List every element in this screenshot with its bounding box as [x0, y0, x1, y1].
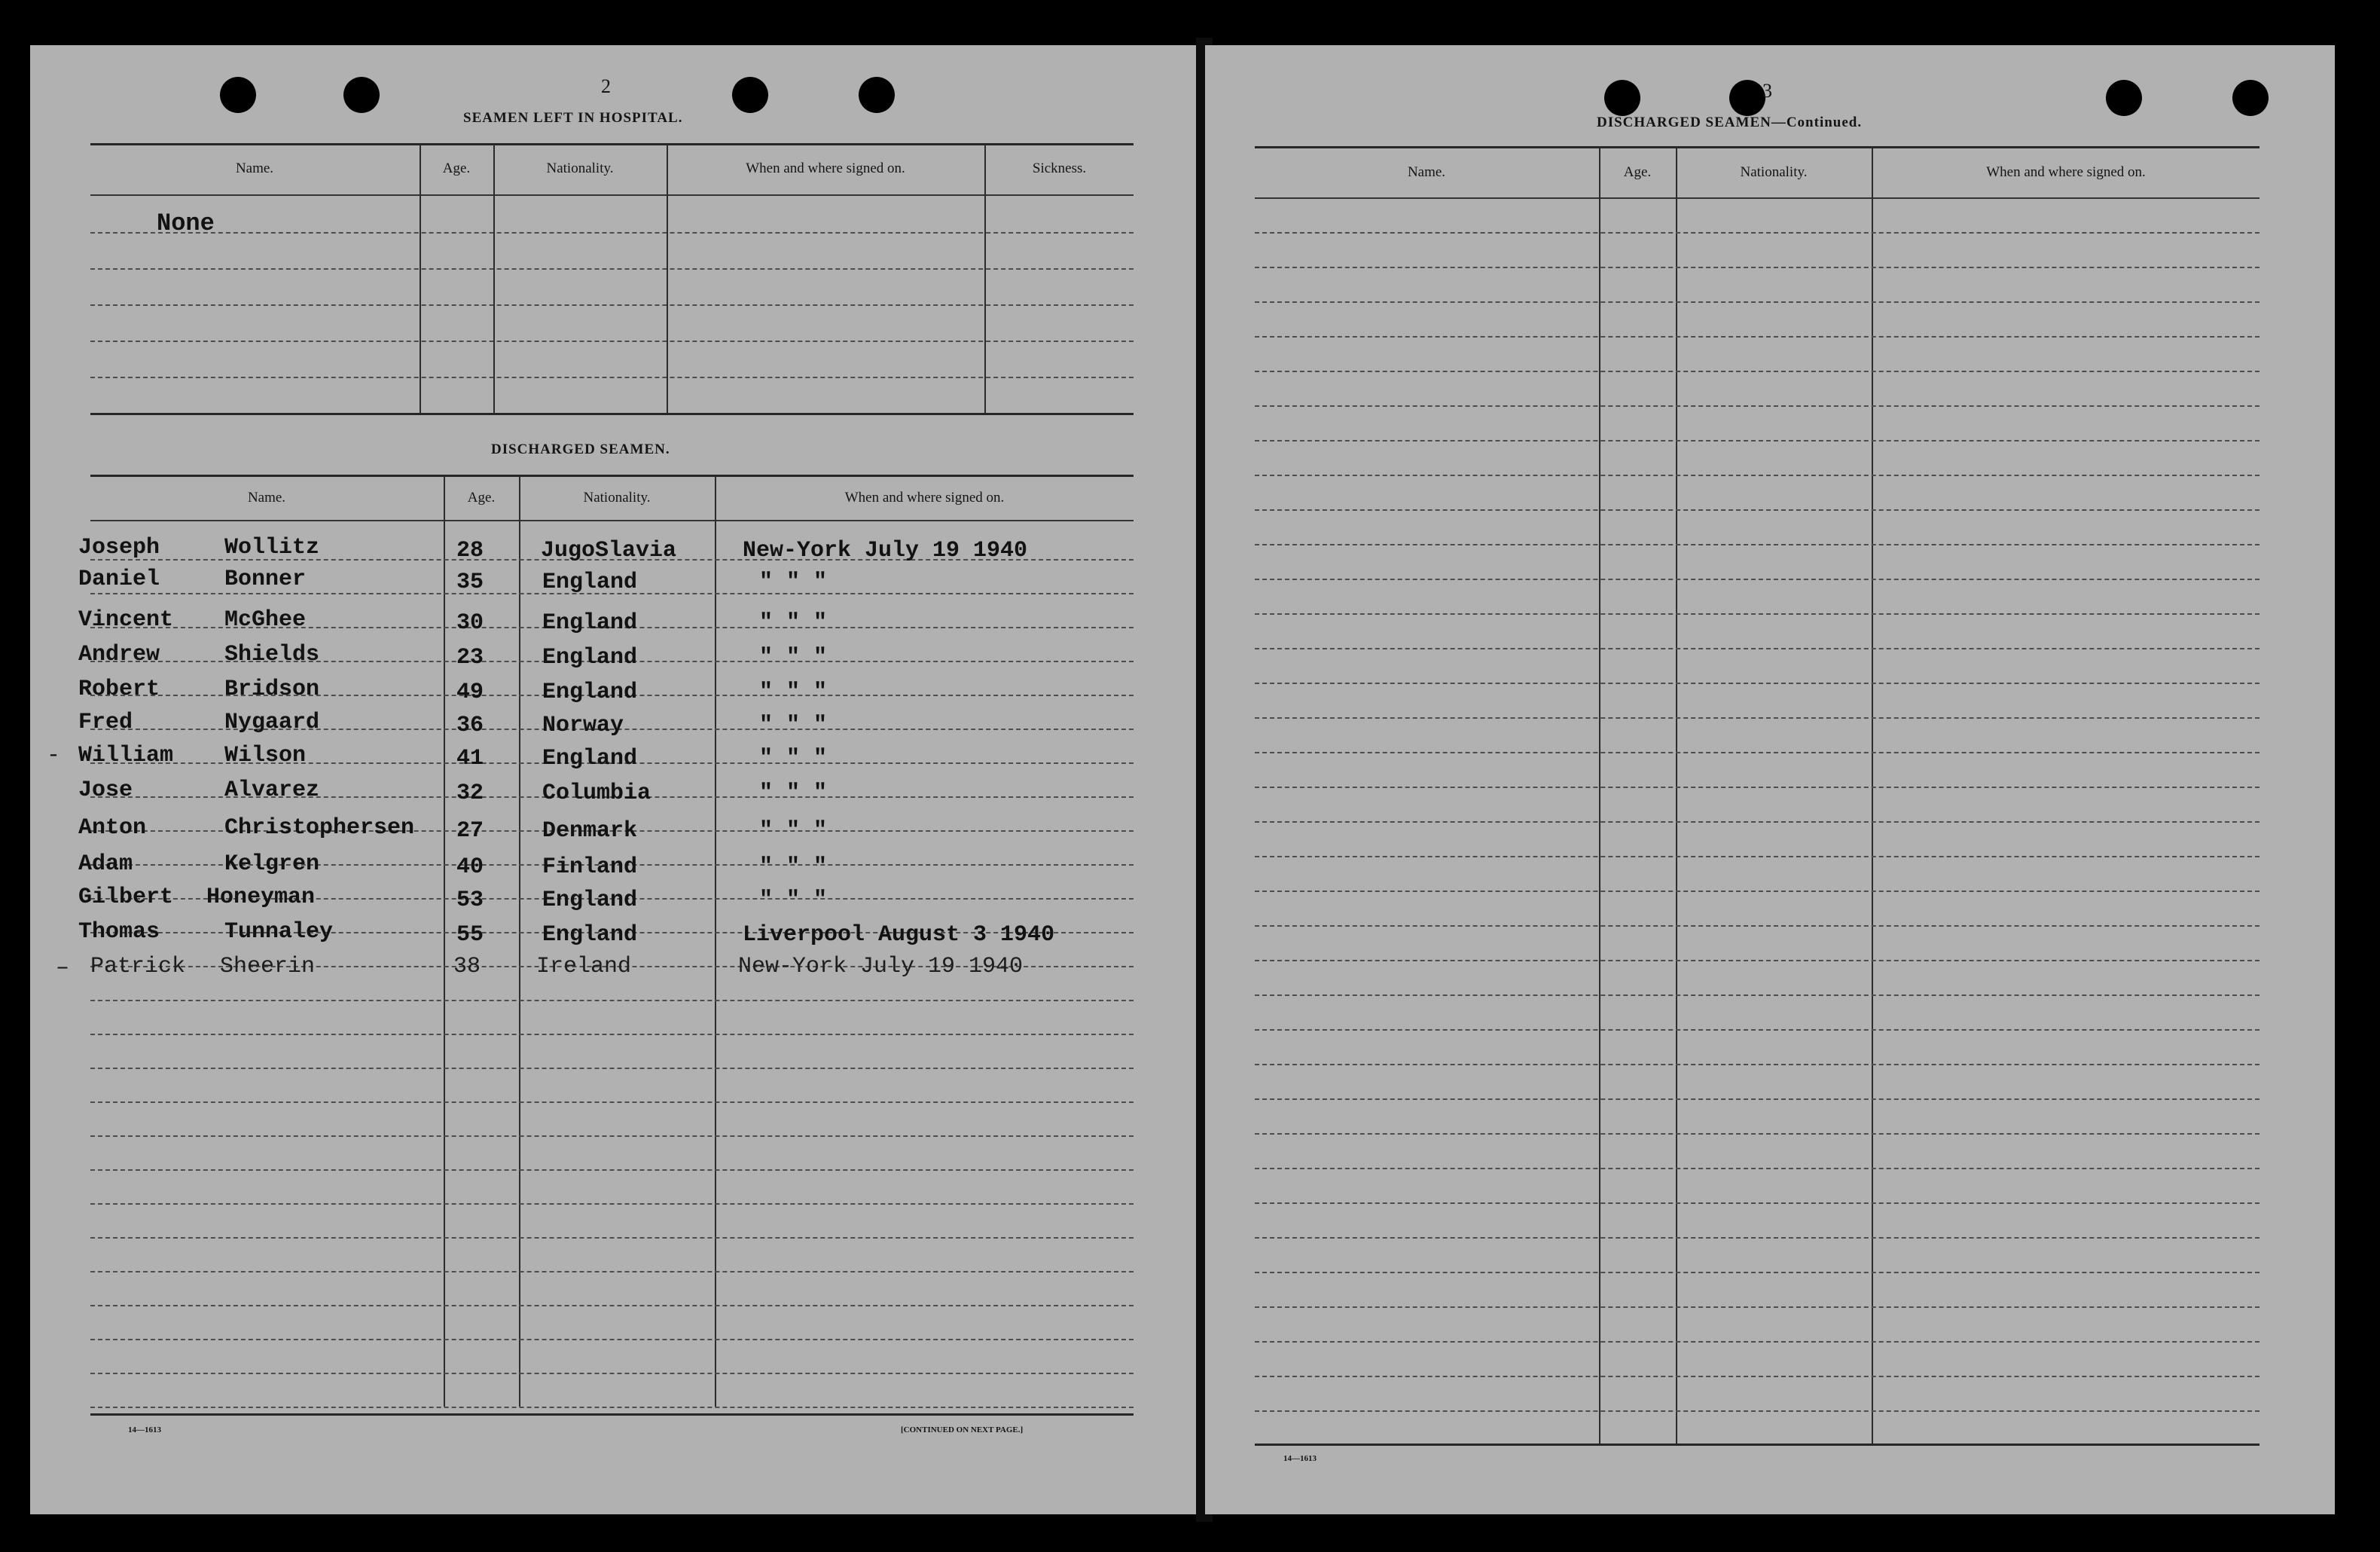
- discharged-col-nationality: Nationality.: [583, 490, 651, 506]
- seaman-signed-on: " " ": [759, 713, 828, 738]
- table-row-line: [1255, 371, 2259, 372]
- table-column-line: [715, 476, 716, 1407]
- table-row-line: [1255, 648, 2259, 649]
- row-tick-mark: –: [56, 955, 70, 981]
- table-row-line: [1255, 1064, 2259, 1065]
- seaman-signed-on: " " ": [759, 854, 828, 880]
- seaman-signed-on: " " ": [759, 888, 828, 913]
- seaman-last-name: Tunnaley: [224, 919, 334, 945]
- punch-hole: [220, 77, 256, 113]
- seaman-signed-on: New-York July 19 1940: [738, 954, 1024, 979]
- continued-col-nationality: Nationality.: [1740, 164, 1808, 180]
- table-row-line: [1255, 787, 2259, 788]
- seaman-nationality: England: [542, 746, 638, 771]
- table-row-line: [1255, 1376, 2259, 1377]
- table-row-line: [1255, 1306, 2259, 1308]
- table-row-line: [90, 1203, 1134, 1205]
- hospital-col-signed-on: When and where signed on.: [746, 160, 905, 176]
- seaman-age: 49: [456, 680, 484, 705]
- seaman-last-name: Christophersen: [224, 815, 415, 841]
- seaman-first-name: Jose: [78, 778, 133, 803]
- hospital-entry: None: [157, 209, 215, 237]
- table-row-line: [90, 1271, 1134, 1272]
- seaman-age: 53: [456, 888, 484, 913]
- table-row-line: [1255, 1341, 2259, 1343]
- table-row-line: [90, 232, 1134, 234]
- seaman-last-name: Bridson: [224, 677, 320, 702]
- row-tick-mark: -: [47, 743, 61, 768]
- table-rule: [90, 1413, 1134, 1416]
- table-row-line: [1255, 1410, 2259, 1412]
- seaman-nationality: Finland: [542, 854, 638, 880]
- seaman-last-name: Wilson: [224, 743, 307, 768]
- hospital-col-name: Name.: [235, 160, 274, 176]
- table-column-line: [493, 145, 495, 413]
- discharged-section-title: DISCHARGED SEAMEN.: [491, 441, 670, 457]
- continued-col-signed-on: When and where signed on.: [1986, 164, 2146, 180]
- table-row-line: [1255, 475, 2259, 476]
- seaman-age: 41: [456, 746, 484, 771]
- table-column-line: [519, 476, 520, 1407]
- form-number: 14—1613: [128, 1425, 161, 1434]
- hospital-col-age: Age.: [442, 160, 471, 176]
- table-row-line: [1255, 579, 2259, 580]
- seaman-last-name: Bonner: [224, 567, 307, 592]
- table-row-line: [90, 1101, 1134, 1103]
- form-number: 14—1613: [1283, 1454, 1317, 1463]
- table-row-line: [90, 1339, 1134, 1340]
- table-row-line: [1255, 509, 2259, 511]
- table-column-line: [1872, 148, 1873, 1444]
- punch-hole: [732, 77, 768, 113]
- seaman-last-name: Honeyman: [206, 884, 316, 910]
- seaman-last-name: Shields: [224, 642, 320, 668]
- seaman-last-name: Nygaard: [224, 710, 320, 735]
- seaman-last-name: Kelgren: [224, 851, 320, 877]
- table-row-line: [1255, 717, 2259, 719]
- seaman-nationality: Norway: [542, 713, 624, 738]
- seaman-signed-on: " " ": [759, 781, 828, 806]
- table-rule: [1255, 197, 2259, 199]
- seaman-age: 27: [456, 818, 484, 844]
- seaman-nationality: Ireland: [536, 954, 632, 979]
- table-row-line: [1255, 925, 2259, 927]
- seaman-first-name: Fred: [78, 710, 133, 735]
- seaman-first-name: Andrew: [78, 642, 160, 668]
- table-row-line: [90, 268, 1134, 270]
- seaman-first-name: Adam: [78, 851, 133, 877]
- seaman-first-name: Gilbert: [78, 884, 174, 910]
- table-row-line: [1255, 613, 2259, 615]
- seaman-first-name: Patrick: [90, 954, 186, 979]
- table-row-line: [90, 1135, 1134, 1137]
- continued-col-age: Age.: [1623, 164, 1652, 180]
- table-row-line: [90, 1237, 1134, 1239]
- seaman-last-name: Sheerin: [220, 954, 316, 979]
- table-row-line: [90, 304, 1134, 306]
- continued-note: [CONTINUED ON NEXT PAGE.]: [901, 1425, 1024, 1434]
- page-number: 3: [1762, 80, 1772, 102]
- table-rule: [90, 475, 1134, 477]
- table-row-line: [1255, 1237, 2259, 1239]
- table-rule: [1255, 146, 2259, 148]
- table-column-line: [984, 145, 986, 413]
- seaman-signed-on: " " ": [759, 680, 828, 705]
- table-column-line: [667, 145, 668, 413]
- right-page: [1205, 45, 2335, 1514]
- table-rule: [90, 520, 1134, 521]
- seaman-age: 23: [456, 645, 484, 671]
- table-row-line: [1255, 1272, 2259, 1273]
- table-row-line: [1255, 1098, 2259, 1100]
- table-row-line: [90, 1305, 1134, 1306]
- table-row-line: [1255, 301, 2259, 303]
- seaman-signed-on: " " ": [759, 570, 828, 595]
- table-row-line: [1255, 336, 2259, 338]
- table-row-line: [1255, 1202, 2259, 1204]
- table-row-line: [1255, 1168, 2259, 1169]
- seaman-nationality: England: [542, 610, 638, 636]
- seaman-signed-on: " " ": [759, 610, 828, 636]
- table-column-line: [1676, 148, 1677, 1444]
- table-column-line: [444, 476, 445, 1407]
- table-rule: [90, 143, 1134, 145]
- table-row-line: [1255, 960, 2259, 961]
- seaman-last-name: McGhee: [224, 607, 307, 633]
- table-row-line: [90, 1373, 1134, 1374]
- table-row-line: [90, 1169, 1134, 1171]
- hospital-section-title: SEAMEN LEFT IN HOSPITAL.: [463, 110, 683, 126]
- seaman-age: 28: [456, 538, 484, 564]
- seaman-nationality: England: [542, 888, 638, 913]
- table-row-line: [1255, 994, 2259, 996]
- seaman-age: 40: [456, 854, 484, 880]
- table-row-line: [1255, 1029, 2259, 1031]
- seaman-age: 35: [456, 570, 484, 595]
- table-row-line: [90, 341, 1134, 342]
- seaman-signed-on: Liverpool August 3 1940: [743, 922, 1055, 948]
- continued-col-name: Name.: [1407, 164, 1446, 180]
- seaman-first-name: Vincent: [78, 607, 174, 633]
- table-row-line: [1255, 405, 2259, 407]
- seaman-first-name: Anton: [78, 815, 147, 841]
- table-row-line: [1255, 752, 2259, 753]
- continued-section-title: DISCHARGED SEAMEN—Continued.: [1597, 115, 1863, 130]
- seaman-first-name: William: [78, 743, 174, 768]
- discharged-col-name: Name.: [247, 490, 286, 506]
- table-rule: [1255, 1444, 2259, 1446]
- table-column-line: [1599, 148, 1600, 1444]
- table-row-line: [1255, 821, 2259, 823]
- seaman-first-name: Daniel: [78, 567, 160, 592]
- table-row-line: [1255, 1133, 2259, 1135]
- table-rule: [90, 194, 1134, 196]
- seaman-last-name: Wollitz: [224, 535, 320, 561]
- seaman-age: 36: [456, 713, 484, 738]
- table-row-line: [90, 1068, 1134, 1069]
- seaman-first-name: Robert: [78, 677, 160, 702]
- seaman-signed-on: " " ": [759, 746, 828, 771]
- table-row-line: [1255, 267, 2259, 268]
- seaman-nationality: JugoSlavia: [541, 538, 677, 564]
- table-row-line: [90, 1034, 1134, 1035]
- hospital-col-sickness: Sickness.: [1032, 160, 1087, 176]
- table-row-line: [90, 377, 1134, 378]
- seaman-signed-on: " " ": [759, 645, 828, 671]
- punch-hole: [343, 77, 380, 113]
- table-row-line: [1255, 856, 2259, 857]
- table-row-line: [1255, 440, 2259, 441]
- seaman-age: 38: [453, 954, 481, 979]
- table-row-line: [1255, 232, 2259, 234]
- table-row-line: [90, 1000, 1134, 1001]
- seaman-nationality: England: [542, 922, 638, 948]
- seaman-nationality: England: [542, 680, 638, 705]
- seaman-age: 32: [456, 781, 484, 806]
- table-rule: [90, 413, 1134, 415]
- seaman-nationality: Denmark: [542, 818, 638, 844]
- left-page: [30, 45, 1198, 1514]
- seaman-signed-on: " " ": [759, 818, 828, 844]
- table-row-line: [90, 1407, 1134, 1408]
- punch-hole: [1604, 80, 1640, 116]
- punch-hole: [1729, 80, 1765, 116]
- punch-hole: [2106, 80, 2142, 116]
- punch-hole: [2232, 80, 2269, 116]
- seaman-nationality: Columbia: [542, 781, 651, 806]
- seaman-last-name: Alvarez: [224, 778, 320, 803]
- page-number: 2: [601, 75, 611, 97]
- discharged-col-signed-on: When and where signed on.: [844, 490, 1005, 506]
- table-column-line: [420, 145, 421, 413]
- seaman-first-name: Thomas: [78, 919, 160, 945]
- punch-hole: [859, 77, 895, 113]
- seaman-first-name: Joseph: [78, 535, 160, 561]
- table-row-line: [1255, 544, 2259, 545]
- seaman-nationality: England: [542, 645, 638, 671]
- seaman-nationality: England: [542, 570, 638, 595]
- table-row-line: [1255, 683, 2259, 684]
- seaman-age: 55: [456, 922, 484, 948]
- discharged-col-age: Age.: [467, 490, 496, 506]
- table-row-line: [1255, 891, 2259, 892]
- hospital-col-nationality: Nationality.: [546, 160, 614, 176]
- seaman-signed-on: New-York July 19 1940: [743, 538, 1028, 564]
- seaman-age: 30: [456, 610, 484, 636]
